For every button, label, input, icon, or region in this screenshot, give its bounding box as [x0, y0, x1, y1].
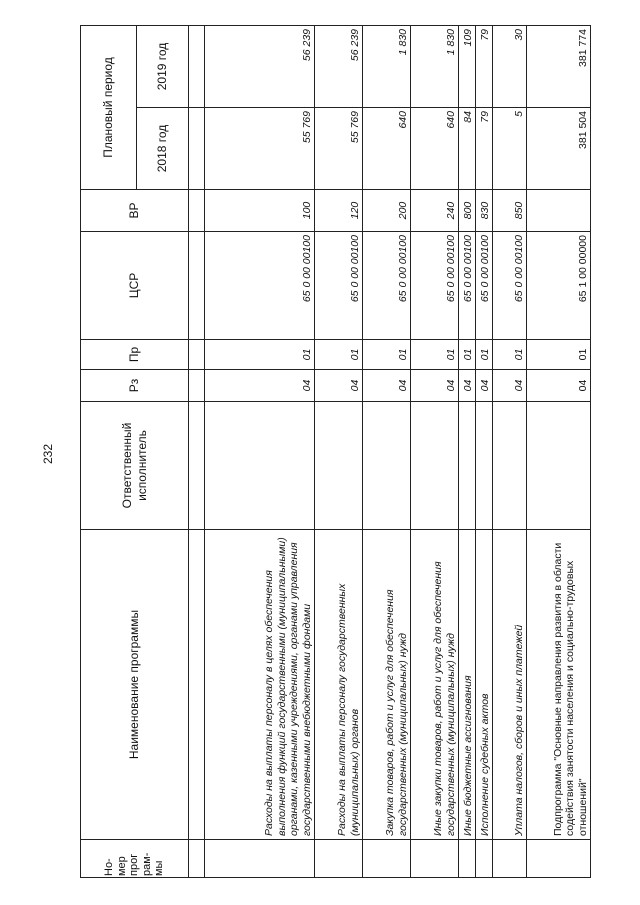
header-num-line: рам-	[140, 852, 153, 876]
header-rz: Рз	[81, 370, 189, 402]
header-spacer	[189, 530, 205, 840]
cell-pr: 01	[493, 340, 527, 370]
cell-csr: 65 0 00 00100	[363, 232, 411, 340]
cell-vr: 100	[205, 190, 315, 232]
cell-2019: 79	[476, 25, 493, 107]
cell-name: Иные бюджетные ассигнования	[459, 530, 476, 840]
table-row	[459, 25, 476, 877]
header-num-line: Но-	[102, 858, 115, 876]
header-executor: Ответственный исполнитель	[81, 402, 189, 530]
cell-csr: 65 0 00 00100	[476, 232, 493, 340]
cell-num	[315, 840, 363, 878]
cell-2019: 56 239	[205, 25, 315, 107]
cell-rz: 04	[459, 370, 476, 402]
cell-num	[363, 840, 411, 878]
cell-pr: 01	[476, 340, 493, 370]
cell-csr: 65 0 00 00100	[205, 232, 315, 340]
header-num-line: мер	[115, 856, 128, 876]
table-row-subprogram	[527, 25, 591, 877]
budget-table	[80, 25, 591, 878]
cell-2019: 1 830	[411, 25, 459, 107]
header-planned-period: Плановый период	[81, 25, 137, 189]
cell-executor	[363, 402, 411, 530]
cell-2018: 381 504	[527, 108, 591, 190]
cell-pr: 01	[363, 340, 411, 370]
table-row	[493, 25, 527, 877]
cell-csr: 65 0 00 00100	[459, 232, 476, 340]
cell-executor	[493, 402, 527, 530]
cell-2018: 55 769	[315, 108, 363, 190]
cell-2018: 640	[411, 108, 459, 190]
cell-executor	[459, 402, 476, 530]
cell-vr: 240	[411, 190, 459, 232]
cell-csr: 65 0 00 00100	[411, 232, 459, 340]
cell-vr: 850	[493, 190, 527, 232]
cell-rz: 04	[315, 370, 363, 402]
cell-executor	[315, 402, 363, 530]
header-spacer	[189, 840, 205, 878]
header-spacer	[189, 402, 205, 530]
table-body	[205, 25, 591, 877]
header-spacer	[189, 340, 205, 370]
cell-num	[493, 840, 527, 878]
header-program-name: Наименование программы	[81, 530, 189, 840]
table-row	[315, 25, 363, 877]
cell-name: Расходы на выплаты персоналу в целях обеспечения выполнения функций государственными (муниципальными) органами, казенными учреждениями, органами управления государственными внебюджетными фондами	[205, 530, 315, 840]
header-spacer	[189, 108, 205, 190]
cell-num	[205, 840, 315, 878]
cell-vr: 800	[459, 190, 476, 232]
cell-pr: 01	[527, 340, 591, 370]
page-number-text: 232	[41, 443, 55, 465]
header-year-2018: 2018 год	[137, 108, 189, 190]
cell-2018: 79	[476, 108, 493, 190]
cell-rz: 04	[527, 370, 591, 402]
cell-2019: 30	[493, 25, 527, 107]
cell-num	[476, 840, 493, 878]
cell-pr: 01	[315, 340, 363, 370]
cell-name: Уплата налогов, сборов и иных платежей	[493, 530, 527, 840]
cell-csr: 65 1 00 00000	[527, 232, 591, 340]
page-number	[38, 434, 58, 474]
cell-2019: 381 774	[527, 25, 591, 107]
table-row	[476, 25, 493, 877]
cell-rz: 04	[363, 370, 411, 402]
cell-rz: 04	[411, 370, 459, 402]
cell-2018: 5	[493, 108, 527, 190]
header-spacer	[189, 25, 205, 107]
cell-executor	[205, 402, 315, 530]
header-spacer	[189, 370, 205, 402]
table-header	[81, 25, 205, 877]
cell-name: Иные закупки товаров, работ и услуг для обеспечения государственных (муниципальных) нужд	[411, 530, 459, 840]
header-year-2019: 2019 год	[137, 25, 189, 107]
cell-csr: 65 0 00 00100	[493, 232, 527, 340]
cell-pr: 01	[205, 340, 315, 370]
cell-rz: 04	[493, 370, 527, 402]
cell-vr: 830	[476, 190, 493, 232]
cell-name: Исполнение судебных актов	[476, 530, 493, 840]
cell-2018: 84	[459, 108, 476, 190]
header-num-line: прог	[128, 853, 141, 876]
cell-vr: 200	[363, 190, 411, 232]
cell-2018: 55 769	[205, 108, 315, 190]
budget-sheet	[80, 26, 640, 878]
cell-name: Расходы на выплаты персоналу государственных (муниципальных) органов	[315, 530, 363, 840]
cell-2019: 109	[459, 25, 476, 107]
header-vr: ВР	[81, 190, 189, 232]
cell-rz: 04	[205, 370, 315, 402]
cell-pr: 01	[411, 340, 459, 370]
header-csr: ЦСР	[81, 232, 189, 340]
cell-vr	[527, 190, 591, 232]
table-row	[363, 25, 411, 877]
header-spacer	[189, 190, 205, 232]
cell-name: Подпрограмма "Основные направления развития в области содействия занятости населения и социально-трудовых отношений"	[527, 530, 591, 840]
table-row	[411, 25, 459, 877]
cell-rz: 04	[476, 370, 493, 402]
cell-num	[411, 840, 459, 878]
cell-executor	[527, 402, 591, 530]
cell-executor	[476, 402, 493, 530]
header-program-number	[81, 840, 189, 878]
cell-pr: 01	[459, 340, 476, 370]
cell-num	[459, 840, 476, 878]
cell-name: Закупка товаров, работ и услуг для обеспечения государственных (муниципальных) нужд	[363, 530, 411, 840]
cell-2019: 56 239	[315, 25, 363, 107]
cell-executor	[411, 402, 459, 530]
header-spacer	[189, 232, 205, 340]
cell-num	[527, 840, 591, 878]
header-num-line: мы	[153, 860, 166, 876]
header-pr: Пр	[81, 340, 189, 370]
cell-2018: 640	[363, 108, 411, 190]
table-row	[205, 25, 315, 877]
cell-vr: 120	[315, 190, 363, 232]
cell-2019: 1 830	[363, 25, 411, 107]
cell-csr: 65 0 00 00100	[315, 232, 363, 340]
